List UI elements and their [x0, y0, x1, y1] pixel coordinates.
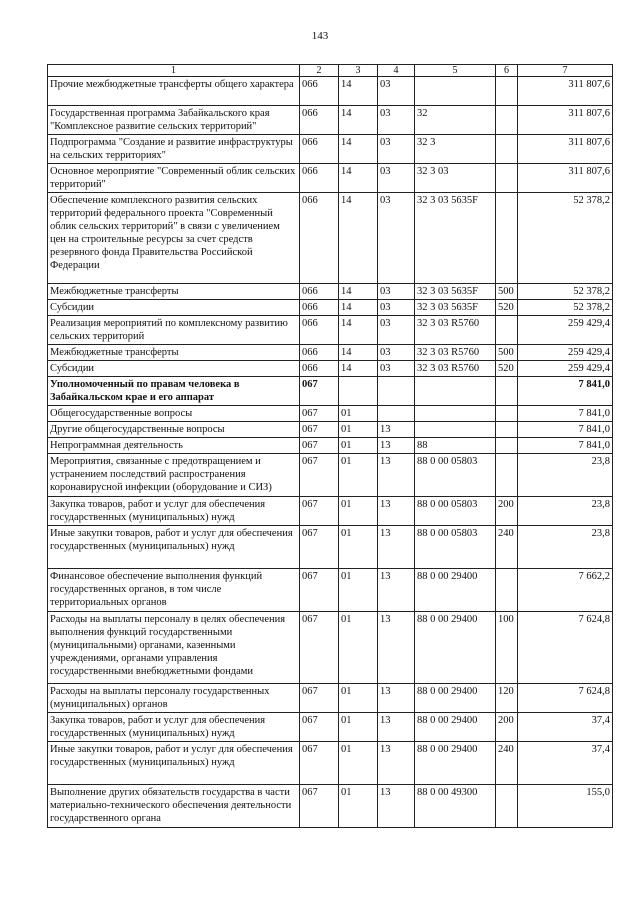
amount-cell: 37,4	[518, 713, 613, 742]
row-name-cell: Реализация мероприятий по комплексному развитию сельских территорий	[48, 316, 300, 345]
target-item-cell: 88	[415, 438, 496, 454]
admin-code-cell: 066	[300, 164, 339, 193]
table-row	[48, 526, 613, 569]
subsection-cell: 03	[378, 77, 415, 106]
section-cell: 01	[339, 454, 378, 497]
section-cell: 01	[339, 438, 378, 454]
subsection-cell: 13	[378, 526, 415, 569]
table-header-row	[48, 65, 613, 77]
subsection-cell: 03	[378, 193, 415, 284]
table-row	[48, 135, 613, 164]
expense-type-cell: 200	[496, 497, 518, 526]
section-cell: 01	[339, 406, 378, 422]
admin-code-cell: 067	[300, 742, 339, 785]
expense-type-cell	[496, 77, 518, 106]
expense-type-cell	[496, 135, 518, 164]
subsection-cell: 03	[378, 164, 415, 193]
row-name-cell: Расходы на выплаты персоналу государственных (муниципальных) органов	[48, 684, 300, 713]
row-name-cell: Основное мероприятие "Современный облик сельских территорий"	[48, 164, 300, 193]
header-cell: 7	[518, 65, 613, 77]
subsection-cell: 13	[378, 612, 415, 684]
section-cell: 14	[339, 284, 378, 300]
row-name-cell: Другие общегосударственные вопросы	[48, 422, 300, 438]
row-name-cell: Мероприятия, связанные с предотвращением и устранением последствий распространения коронавирусной инфекции (оборудование и СИЗ)	[48, 454, 300, 497]
amount-cell: 7 841,0	[518, 406, 613, 422]
amount-cell: 311 807,6	[518, 164, 613, 193]
admin-code-cell: 066	[300, 300, 339, 316]
amount-cell: 37,4	[518, 742, 613, 785]
budget-table-container	[47, 64, 612, 828]
section-cell: 14	[339, 316, 378, 345]
section-cell: 01	[339, 569, 378, 612]
section-cell: 14	[339, 164, 378, 193]
target-item-cell: 88 0 00 49300	[415, 785, 496, 828]
section-cell: 14	[339, 135, 378, 164]
amount-cell: 7 662,2	[518, 569, 613, 612]
expense-type-cell	[496, 785, 518, 828]
subsection-cell: 03	[378, 361, 415, 377]
admin-code-cell: 067	[300, 612, 339, 684]
admin-code-cell: 066	[300, 106, 339, 135]
expense-type-cell: 240	[496, 526, 518, 569]
expense-type-cell	[496, 422, 518, 438]
expense-type-cell	[496, 569, 518, 612]
row-name-cell: Общегосударственные вопросы	[48, 406, 300, 422]
admin-code-cell: 067	[300, 569, 339, 612]
target-item-cell: 32 3 03 5635F	[415, 300, 496, 316]
table-row	[48, 300, 613, 316]
subsection-cell: 13	[378, 422, 415, 438]
admin-code-cell: 067	[300, 684, 339, 713]
section-cell	[339, 377, 378, 406]
row-name-cell: Финансовое обеспечение выполнения функций государственных органов, в том числе территориальных органов	[48, 569, 300, 612]
row-name-cell: Субсидии	[48, 361, 300, 377]
target-item-cell	[415, 422, 496, 438]
target-item-cell: 32 3 03 5635F	[415, 193, 496, 284]
admin-code-cell: 067	[300, 497, 339, 526]
expense-type-cell: 120	[496, 684, 518, 713]
row-name-cell: Обеспечение комплексного развития сельских территорий федерального проекта "Современный облик сельских территорий" в связи с увеличением цен на строительные ресурсы за счет средств резервного фонда Правительства Российской Федерации	[48, 193, 300, 284]
subsection-cell	[378, 406, 415, 422]
row-name-cell: Субсидии	[48, 300, 300, 316]
expense-type-cell: 500	[496, 284, 518, 300]
expense-type-cell	[496, 193, 518, 284]
section-cell: 14	[339, 193, 378, 284]
target-item-cell: 88 0 00 29400	[415, 713, 496, 742]
row-name-cell: Межбюджетные трансферты	[48, 284, 300, 300]
subsection-cell: 13	[378, 497, 415, 526]
expense-type-cell	[496, 106, 518, 135]
table-row	[48, 422, 613, 438]
subsection-cell: 03	[378, 316, 415, 345]
subsection-cell: 13	[378, 438, 415, 454]
expense-type-cell	[496, 164, 518, 193]
admin-code-cell: 066	[300, 135, 339, 164]
subsection-cell: 03	[378, 345, 415, 361]
target-item-cell: 88 0 00 05803	[415, 526, 496, 569]
target-item-cell: 32 3 03 R5760	[415, 345, 496, 361]
table-row	[48, 361, 613, 377]
row-name-cell: Подпрограмма "Создание и развитие инфраструктуры на сельских территориях"	[48, 135, 300, 164]
amount-cell: 7 841,0	[518, 438, 613, 454]
section-cell: 14	[339, 345, 378, 361]
expense-type-cell	[496, 406, 518, 422]
subsection-cell: 03	[378, 135, 415, 164]
amount-cell: 259 429,4	[518, 316, 613, 345]
subsection-cell: 13	[378, 785, 415, 828]
expense-type-cell: 200	[496, 713, 518, 742]
amount-cell: 311 807,6	[518, 135, 613, 164]
row-name-cell: Иные закупки товаров, работ и услуг для обеспечения государственных (муниципальных) нужд	[48, 742, 300, 785]
amount-cell: 259 429,4	[518, 345, 613, 361]
table-row	[48, 164, 613, 193]
admin-code-cell: 067	[300, 422, 339, 438]
admin-code-cell: 067	[300, 438, 339, 454]
expense-type-cell: 100	[496, 612, 518, 684]
amount-cell: 23,8	[518, 526, 613, 569]
section-cell: 14	[339, 106, 378, 135]
row-name-cell: Государственная программа Забайкальского края "Комплексное развитие сельских территорий"	[48, 106, 300, 135]
expense-type-cell: 500	[496, 345, 518, 361]
row-name-cell: Иные закупки товаров, работ и услуг для обеспечения государственных (муниципальных) нужд	[48, 526, 300, 569]
section-cell: 01	[339, 612, 378, 684]
section-cell: 14	[339, 361, 378, 377]
row-name-cell: Прочие межбюджетные трансферты общего характера	[48, 77, 300, 106]
row-name-cell: Непрограммная деятельность	[48, 438, 300, 454]
subsection-cell: 13	[378, 742, 415, 785]
table-row	[48, 193, 613, 284]
section-cell: 01	[339, 526, 378, 569]
target-item-cell: 88 0 00 29400	[415, 612, 496, 684]
table-body	[48, 77, 613, 828]
target-item-cell: 32 3 03 5635F	[415, 284, 496, 300]
subsection-cell: 13	[378, 684, 415, 713]
subsection-cell: 03	[378, 300, 415, 316]
subsection-cell	[378, 377, 415, 406]
amount-cell: 311 807,6	[518, 106, 613, 135]
header-cell: 6	[496, 65, 518, 77]
header-cell: 5	[415, 65, 496, 77]
target-item-cell	[415, 406, 496, 422]
table-row	[48, 377, 613, 406]
row-name-cell: Выполнение других обязательств государства в части материально-технического обеспечения деятельности государственного органа	[48, 785, 300, 828]
table-row	[48, 684, 613, 713]
admin-code-cell: 067	[300, 377, 339, 406]
table-row	[48, 284, 613, 300]
row-name-cell: Расходы на выплаты персоналу в целях обеспечения выполнения функций государственными (муниципальными) органами, казенными учреждениями, органами управления государственными внебюджетными фондами	[48, 612, 300, 684]
row-name-cell: Закупка товаров, работ и услуг для обеспечения государственных (муниципальных) нужд	[48, 497, 300, 526]
expense-type-cell	[496, 454, 518, 497]
table-row	[48, 106, 613, 135]
row-name-cell: Межбюджетные трансферты	[48, 345, 300, 361]
amount-cell: 155,0	[518, 785, 613, 828]
table-row	[48, 713, 613, 742]
section-cell: 14	[339, 77, 378, 106]
expense-type-cell	[496, 438, 518, 454]
table-row	[48, 785, 613, 828]
target-item-cell: 88 0 00 29400	[415, 684, 496, 713]
row-name-cell: Уполномоченный по правам человека в Забайкальском крае и его аппарат	[48, 377, 300, 406]
section-cell: 01	[339, 684, 378, 713]
admin-code-cell: 067	[300, 785, 339, 828]
admin-code-cell: 067	[300, 713, 339, 742]
admin-code-cell: 066	[300, 345, 339, 361]
subsection-cell: 13	[378, 713, 415, 742]
table-row	[48, 406, 613, 422]
budget-table	[47, 64, 613, 828]
section-cell: 01	[339, 497, 378, 526]
admin-code-cell: 067	[300, 406, 339, 422]
table-row	[48, 438, 613, 454]
row-name-cell: Закупка товаров, работ и услуг для обеспечения государственных (муниципальных) нужд	[48, 713, 300, 742]
amount-cell: 52 378,2	[518, 193, 613, 284]
subsection-cell: 03	[378, 284, 415, 300]
target-item-cell: 88 0 00 29400	[415, 742, 496, 785]
table-row	[48, 569, 613, 612]
subsection-cell: 13	[378, 569, 415, 612]
table-row	[48, 454, 613, 497]
amount-cell: 23,8	[518, 497, 613, 526]
admin-code-cell: 067	[300, 526, 339, 569]
target-item-cell: 32 3 03 R5760	[415, 316, 496, 345]
target-item-cell: 32 3 03	[415, 164, 496, 193]
expense-type-cell	[496, 316, 518, 345]
target-item-cell: 32 3	[415, 135, 496, 164]
table-row	[48, 316, 613, 345]
table-row	[48, 77, 613, 106]
section-cell: 14	[339, 300, 378, 316]
expense-type-cell: 240	[496, 742, 518, 785]
expense-type-cell: 520	[496, 300, 518, 316]
target-item-cell: 88 0 00 05803	[415, 497, 496, 526]
page-number: 143	[311, 30, 329, 42]
table-row	[48, 612, 613, 684]
amount-cell: 311 807,6	[518, 77, 613, 106]
expense-type-cell: 520	[496, 361, 518, 377]
admin-code-cell: 066	[300, 193, 339, 284]
admin-code-cell: 066	[300, 361, 339, 377]
section-cell: 01	[339, 713, 378, 742]
table-row	[48, 345, 613, 361]
amount-cell: 259 429,4	[518, 361, 613, 377]
section-cell: 01	[339, 785, 378, 828]
header-cell: 4	[378, 65, 415, 77]
admin-code-cell: 066	[300, 77, 339, 106]
subsection-cell: 13	[378, 454, 415, 497]
amount-cell: 52 378,2	[518, 284, 613, 300]
target-item-cell: 88 0 00 05803	[415, 454, 496, 497]
amount-cell: 7 841,0	[518, 377, 613, 406]
amount-cell: 7 841,0	[518, 422, 613, 438]
table-row	[48, 742, 613, 785]
admin-code-cell: 066	[300, 284, 339, 300]
admin-code-cell: 066	[300, 316, 339, 345]
target-item-cell	[415, 377, 496, 406]
section-cell: 01	[339, 422, 378, 438]
amount-cell: 23,8	[518, 454, 613, 497]
table-row	[48, 497, 613, 526]
admin-code-cell: 067	[300, 454, 339, 497]
expense-type-cell	[496, 377, 518, 406]
header-cell: 3	[339, 65, 378, 77]
header-cell: 1	[48, 65, 300, 77]
amount-cell: 7 624,8	[518, 684, 613, 713]
section-cell: 01	[339, 742, 378, 785]
target-item-cell	[415, 77, 496, 106]
target-item-cell: 32 3 03 R5760	[415, 361, 496, 377]
amount-cell: 7 624,8	[518, 612, 613, 684]
target-item-cell: 88 0 00 29400	[415, 569, 496, 612]
subsection-cell: 03	[378, 106, 415, 135]
amount-cell: 52 378,2	[518, 300, 613, 316]
header-cell: 2	[300, 65, 339, 77]
target-item-cell: 32	[415, 106, 496, 135]
